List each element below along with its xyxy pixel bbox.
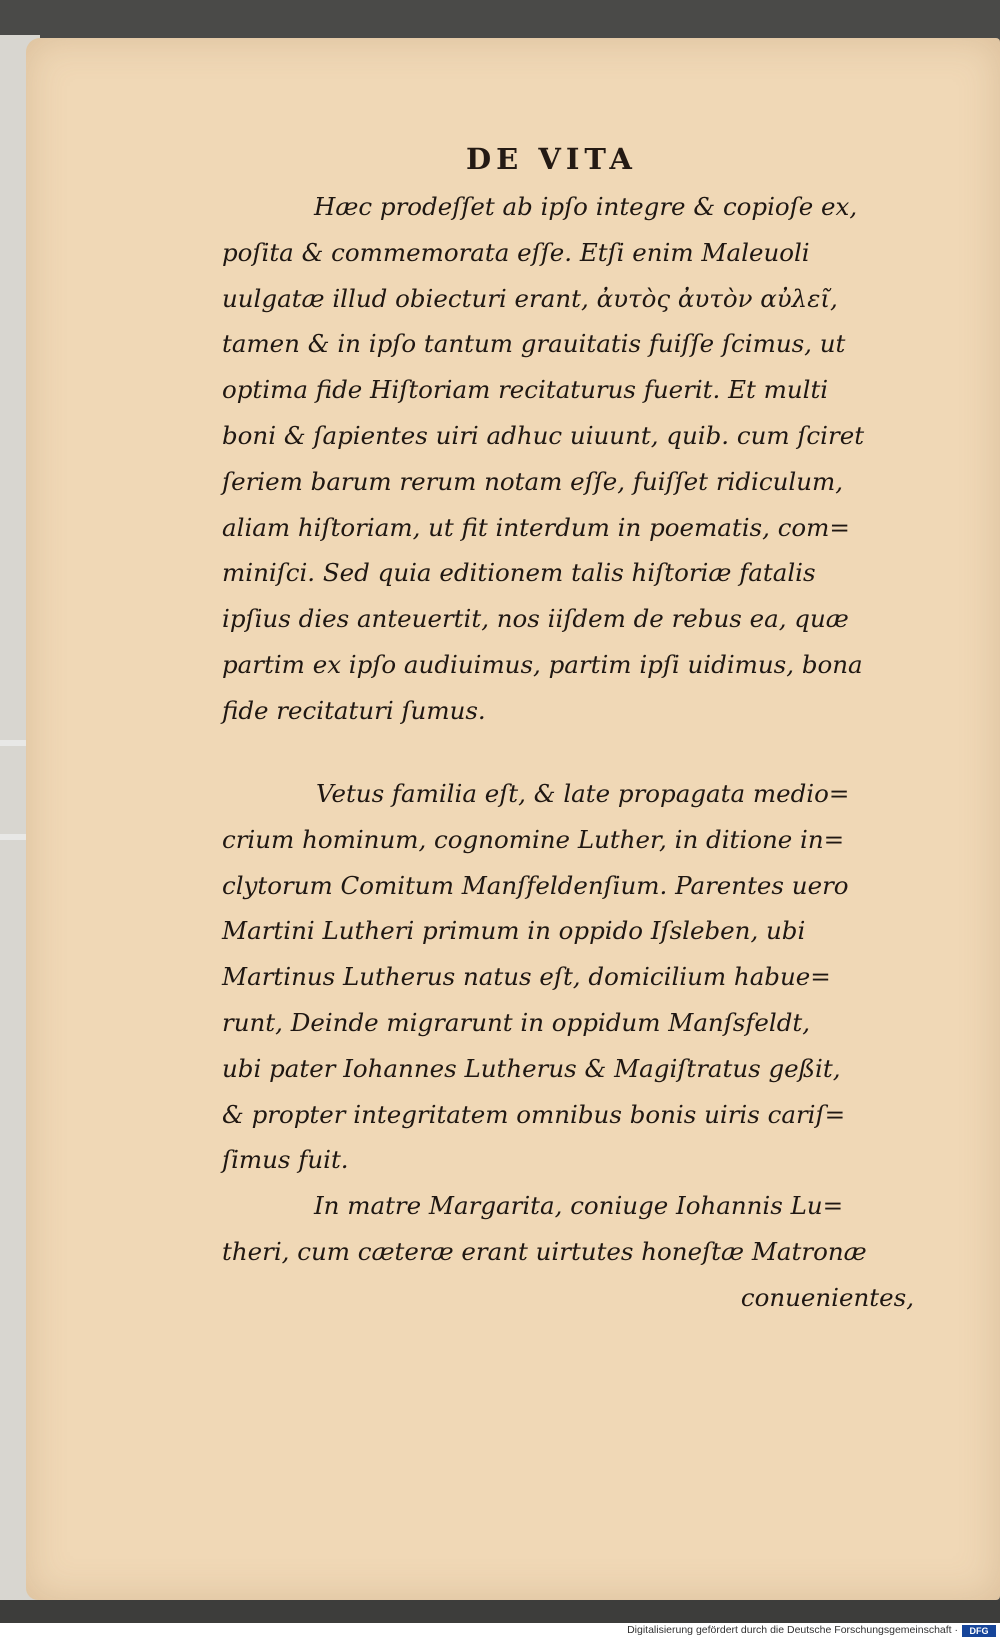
text-line: Martinus Lutherus natus eſt, domicilium habue=: [222, 962, 831, 992]
credit-bar: [0, 1623, 1000, 1639]
text-line: crium hominum, cognomine Luther, in ditione in=: [222, 824, 845, 854]
text-line: uulgatæ illud obiecturi erant, ἀυτὸς ἀυτὸν αὐλεῖ,: [222, 283, 838, 313]
catchword: conuenientes,: [740, 1282, 914, 1312]
text-line: tamen & in ipſo tantum grauitatis fuiſſe ſcimus, ut: [222, 329, 846, 359]
text-line: aliam hiſtoriam, ut fit interdum in poematis, com=: [222, 512, 850, 542]
text-line: Martini Lutheri primum in oppido Iſsleben, ubi: [222, 916, 806, 946]
text-line: ubi pater Iohannes Lutherus & Magiſtratus geßit,: [222, 1053, 841, 1083]
text-line: In matre Margarita, coniuge Iohannis Lu=: [314, 1191, 844, 1221]
text-line: fide recitaturi ſumus.: [222, 695, 486, 725]
dfg-logo: DFG: [962, 1625, 996, 1637]
text-line: ſeriem barum rerum notam eſſe, fuiſſet ridiculum,: [222, 466, 844, 496]
credit-text: Digitalisierung gefördert durch die Deutsche Forschungsgemeinschaft ·: [627, 1624, 958, 1636]
text-line: boni & ſapientes uiri adhuc uiuunt, quib. cum ſciret: [222, 420, 865, 450]
text-line: poſita & commemorata eſſe. Etſi enim Maleuoli: [222, 237, 810, 267]
text-line: miniſci. Sed quia editionem talis hiſtoriæ fatalis: [222, 558, 816, 588]
text-line: ſimus fuit.: [222, 1145, 349, 1175]
page-header: DE VITA: [466, 142, 637, 176]
text-line: theri, cum cæteræ erant uirtutes honeſtæ Matronæ: [222, 1236, 867, 1266]
text-line: optima fide Hiſtoriam recitaturus fuerit. Et multi: [222, 375, 829, 405]
text-block-2: [222, 771, 924, 1321]
text-line: Hæc prodeſſet ab ipſo integre & copioſe ex,: [314, 192, 858, 221]
text-line: ipſius dies anteuertit, nos iiſdem de rebus ea, quæ: [222, 604, 849, 634]
text-line: runt, Deinde migrarunt in oppidum Manſsfeldt,: [222, 1007, 811, 1037]
text-block-1: [222, 184, 924, 734]
text-line: partim ex ipſo audiuimus, partim ipſi uidimus, bona: [222, 649, 863, 679]
text-line: & propter integritatem omnibus bonis uiris cariſ=: [222, 1099, 846, 1129]
text-line: clytorum Comitum Manſfeldenſium. Parentes uero: [222, 870, 849, 900]
text-line: Vetus familia eſt, & late propagata medio=: [316, 779, 850, 808]
